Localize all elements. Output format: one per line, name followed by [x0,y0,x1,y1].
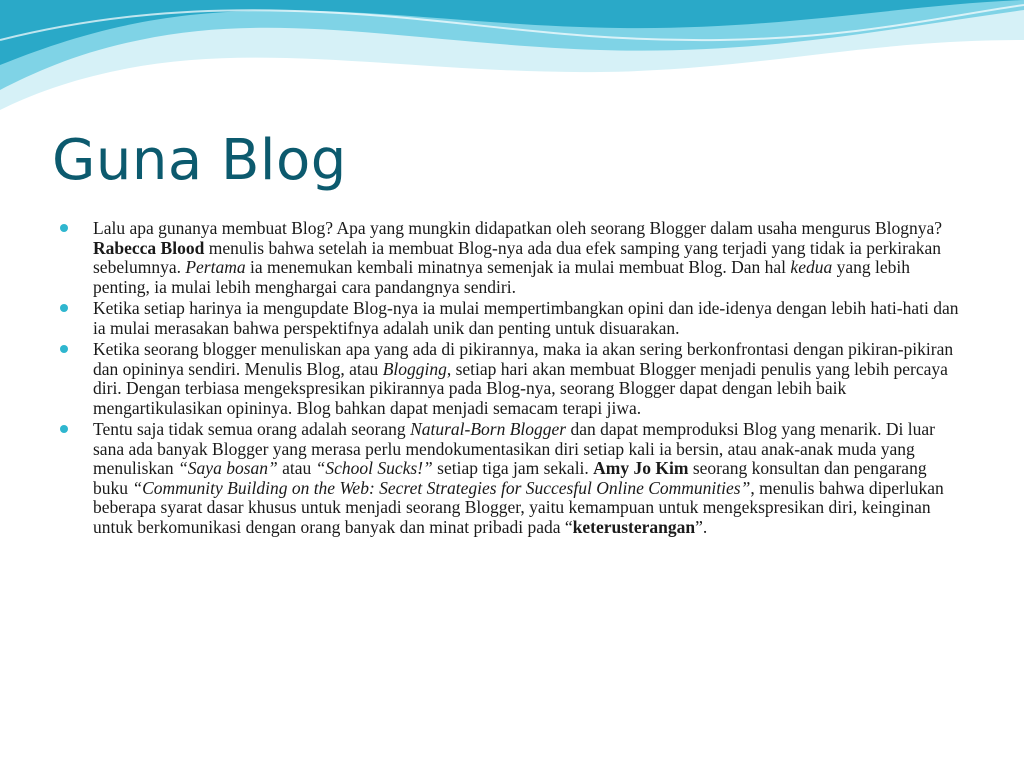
slide-title: Guna Blog [52,128,347,193]
bullet-text-normal: ia menemukan kembali minatnya semenjak ia mulai membuat Blog. Dan hal [245,257,791,277]
bullet-text-bold: keterusterangan [572,516,696,537]
bullet-text-italic: Blogging [382,358,447,379]
bullet-text-italic: kedua [790,257,833,277]
bullet-text-italic: Pertama [185,257,246,277]
bullet-text-bold: Rabecca Blood [93,237,205,258]
bullet-text-normal: ”. [695,516,708,537]
bullet-text-normal: Ketika setiap harinya ia mengupdate Blog-nya ia mulai mempertimbangkan opini dan ide-idenya dengan lebih hati-hati dan ia mulai merasakan bahwa perspektifnya adalah unik dan penting untuk disuarakan. [93,298,959,338]
bullet-text-normal: , menulis bahwa diperlukan beberapa syarat dasar khusus untuk menjadi seorang Blogger, yaitu kemampuan untuk mengekspresikan diri, keinginan untuk berkomunikasi dengan orang banyak dan minat pribadi pada “ [93,477,944,537]
bullet-text-italic: “School Sucks!” [315,458,433,478]
bullet-text-normal: Lalu apa gunanya membuat Blog? Apa yang mungkin didapatkan oleh seorang Blogger dalam usaha mengurus Blognya? [93,218,943,238]
bullet-list [60,219,960,539]
bullet-dot-icon [60,425,68,433]
bullet-text-normal: menulis bahwa setelah ia membuat Blog-nya ada dua efek samping yang terjadi yang tidak ia perkirakan sebelumnya. [93,237,942,277]
bullet-text-normal: atau [277,458,316,478]
bullet-text-normal: dan dapat memproduksi Blog yang menarik. Di luar sana ada banyak Blogger yang merasa perlu mendokumentasikan diri setiap kali ia bersin, atau anak-anak muda yang menuliskan [93,419,935,478]
bullet-item [60,340,960,418]
bullet-dot-icon [60,345,68,353]
bullet-text-normal: Ketika seorang blogger menuliskan apa yang ada di pikirannya, maka ia akan sering berkonfrontasi dengan pikiran-pikiran dan opininya sendiri. Menulis Blog, atau [93,339,954,379]
bullet-text-italic: “Saya bosan” [178,458,278,478]
bullet-item [60,420,960,537]
bullet-text-normal: , setiap hari akan membuat Blogger menjadi penulis yang lebih percaya diri. Dengan terbiasa mengekspresikan pikirannya pada Blog-nya, seorang Blogger dapat dengan lebih baik mengartikulasikan opininya. Blog bahkan dapat menjadi semacam terapi jiwa. [93,358,948,418]
bullet-text-normal: seorang konsultan dan pengarang buku [93,458,927,498]
bullet-text-normal: setiap tiga jam sekali. [432,458,594,478]
bullet-dot-icon [60,304,68,312]
bullet-text-bold: Amy Jo Kim [593,458,689,478]
bullet-text-normal: yang lebih penting, ia mulai lebih menghargai cara pandangnya sendiri. [93,257,910,297]
bullet-item [60,299,960,338]
bullet-dot-icon [60,224,68,232]
bullet-text-italic: “Community Building on the Web: Secret Strategies for Succesful Online Communities” [132,477,751,498]
header-wave-decoration [0,0,1024,130]
bullet-text-italic: Natural-Born Blogger [410,419,567,439]
bullet-text-normal: Tentu saja tidak semua orang adalah seorang [93,419,411,439]
bullet-item [60,219,960,297]
